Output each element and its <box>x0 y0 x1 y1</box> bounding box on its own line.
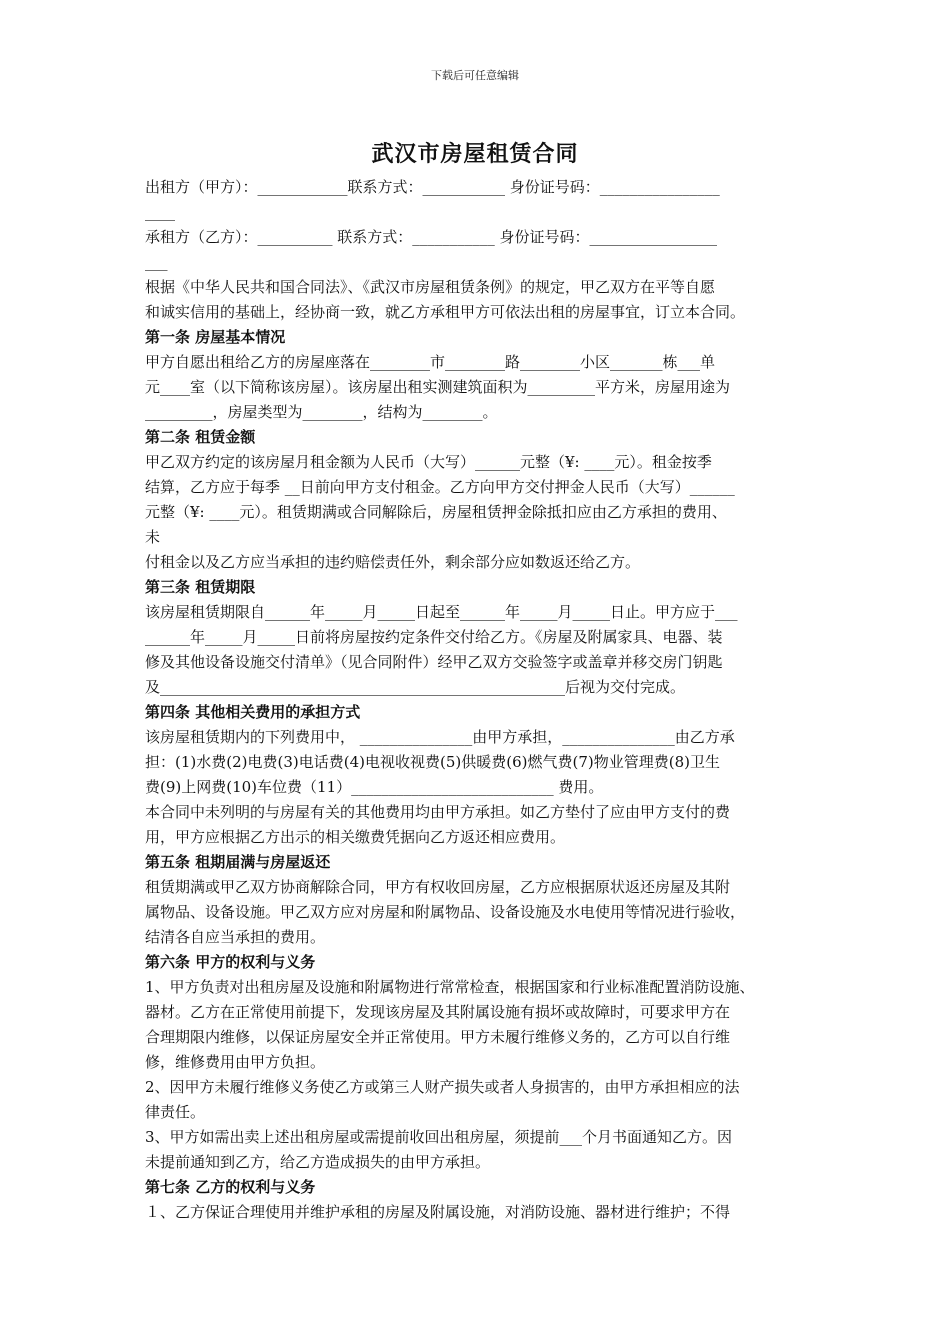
text-line: １、乙方保证合理使用并维护承租的房屋及附属设施，对消防设施、器材进行维护；不得 <box>145 1203 731 1221</box>
section-heading: 第六条 甲方的权利与义务 <box>145 953 316 971</box>
text-line: 费(9)上网费(10)车位费（11）___________________________ 费用。 <box>145 778 604 796</box>
section-heading: 第五条 租期届满与房屋返还 <box>145 853 331 871</box>
text-line: 器材。乙方在正常使用前提下，发现该房屋及其附属设施有损坏或故障时，可要求甲方在 <box>145 1003 731 1021</box>
text-line: 本合同中未列明的与房屋有关的其他费用均由甲方承担。如乙方垫付了应由甲方支付的费 <box>145 803 731 821</box>
text-line: 属物品、设备设施。甲乙双方应对房屋和附属物品、设备设施及水电使用等情况进行验收， <box>145 903 746 921</box>
text-line: 元____室（以下简称该房屋）。该房屋出租实测建筑面积为_________平方米，房屋用途为 <box>145 378 731 396</box>
text-line: 修，维修费用由甲方负担。 <box>145 1053 326 1071</box>
text-line: 付租金以及乙方应当承担的违约赔偿责任外，剩余部分应如数返还给乙方。 <box>145 553 641 571</box>
text-line: 甲乙双方约定的该房屋月租金额为人民币（大写）______元整（¥: ____元）。租金按季 <box>145 453 712 471</box>
text-line: 用，甲方应根据乙方出示的相关缴费凭据向乙方返还相应费用。 <box>145 828 566 846</box>
text-line: 甲方自愿出租给乙方的房屋座落在________市________路________小区_______栋___单 <box>145 353 716 371</box>
text-line: _________，房屋类型为________，结构为________。 <box>145 403 498 421</box>
text-line: 出租方（甲方）：____________联系方式：___________ 身份证号码：________________ <box>145 178 720 196</box>
text-line: ___ <box>145 253 168 271</box>
document-title: 武汉市房屋租赁合同 <box>371 141 579 167</box>
header-note: 下载后可任意编辑 <box>431 69 519 82</box>
text-line: 未提前通知到乙方，给乙方造成损失的由甲方承担。 <box>145 1153 491 1171</box>
text-line: 律责任。 <box>145 1103 206 1121</box>
text-line: 元整（¥: ____元）。租赁期满或合同解除后，房屋租赁押金除抵扣应由乙方承担的费用、 <box>145 503 727 521</box>
section-heading: 第四条 其他相关费用的承担方式 <box>145 703 361 721</box>
text-line: 该房屋租赁期限自______年_____月_____日起至______年_____月_____日止。甲方应于___ <box>145 603 738 621</box>
text-line: 担：(1)水费(2)电费(3)电话费(4)电视收视费(5)供暖费(6)燃气费(7)物业管理费(8)卫生 <box>145 753 720 771</box>
text-line: 承租方（乙方）：__________ 联系方式：___________ 身份证号码：_________________ <box>145 228 718 246</box>
text-line: 租赁期满或甲乙双方协商解除合同，甲方有权收回房屋，乙方应根据原状返还房屋及其附 <box>145 878 731 896</box>
text-line: 结算，乙方应于每季 __日前向甲方支付租金。乙方向甲方交付押金人民币（大写）______ <box>145 478 735 496</box>
contract-body <box>145 175 810 1225</box>
text-line: 未 <box>145 528 161 546</box>
section-heading: 第二条 租赁金额 <box>145 428 256 446</box>
text-line: 合理期限内维修，以保证房屋安全并正常使用。甲方未履行维修义务的，乙方可以自行维 <box>145 1028 731 1046</box>
section-heading: 第七条 乙方的权利与义务 <box>145 1178 316 1196</box>
section-heading: 第三条 租赁期限 <box>145 578 256 596</box>
text-line: 1、甲方负责对出租房屋及设施和附属物进行常常检查，根据国家和行业标准配置消防设施、 <box>145 978 755 996</box>
text-line: 结清各自应当承担的费用。 <box>145 928 326 946</box>
text-line: 根据《中华人民共和国合同法》、《武汉市房屋租赁条例》的规定，甲乙双方在平等自愿 <box>145 278 716 296</box>
section-heading: 第一条 房屋基本情况 <box>145 328 286 346</box>
text-line: ____ <box>145 203 175 221</box>
text-line: 修及其他设备设施交付清单》（见合同附件）经甲乙双方交验签字或盖章并移交房门钥匙 <box>145 653 723 671</box>
text-line: ______年_____月_____日前将房屋按约定条件交付给乙方。《房屋及附属家具、电器、装 <box>145 628 723 646</box>
text-line: 3、甲方如需出卖上述出租房屋或需提前收回出租房屋，须提前___个月书面通知乙方。因 <box>145 1128 733 1146</box>
text-line: 2、因甲方未履行维修义务使乙方或第三人财产损失或者人身损害的，由甲方承担相应的法 <box>145 1078 740 1096</box>
text-line: 该房屋租赁期内的下列费用中， _______________由甲方承担，_______________由乙方承 <box>145 728 735 746</box>
text-line: 及______________________________________________________后视为交付完成。 <box>145 678 686 696</box>
text-line: 和诚实信用的基础上，经协商一致，就乙方承租甲方可依法出租的房屋事宜，订立本合同。 <box>145 303 746 321</box>
